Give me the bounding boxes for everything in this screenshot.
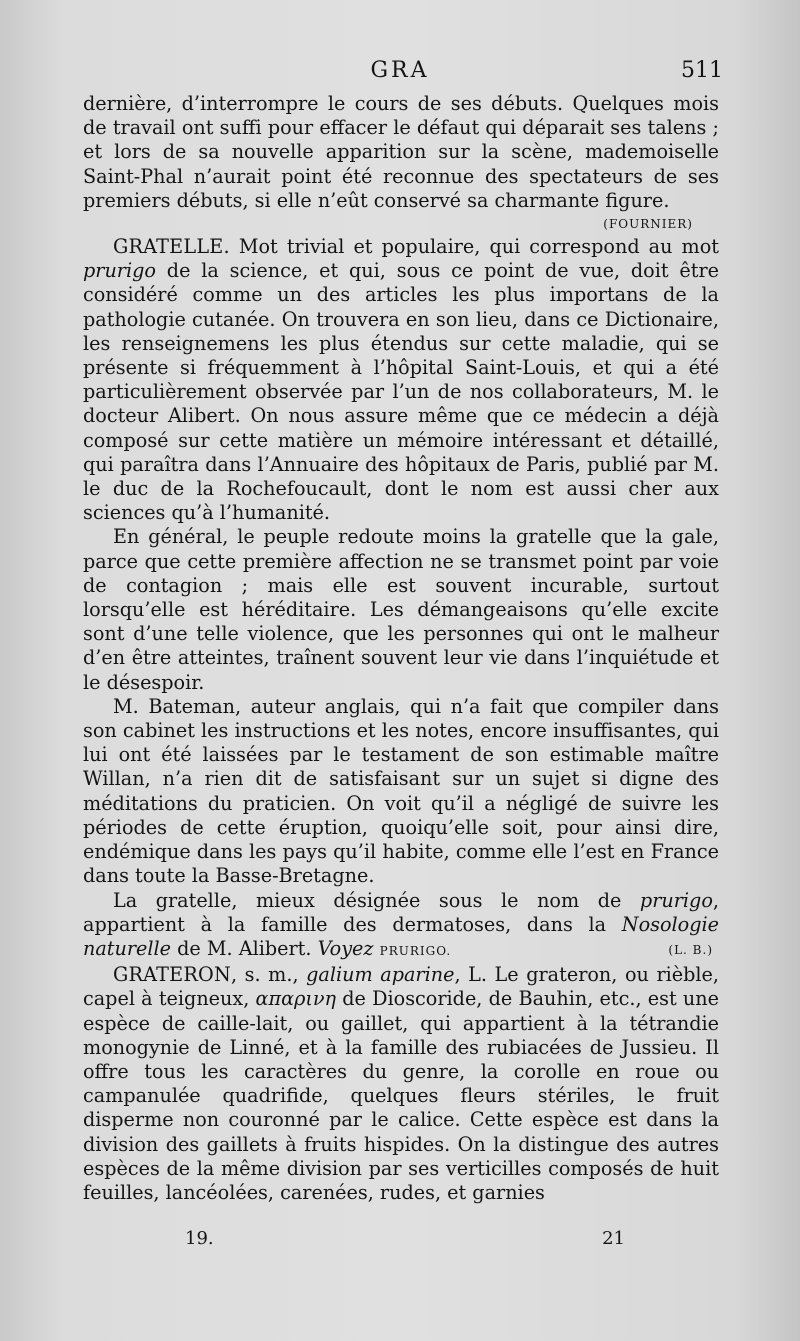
paragraph-text: La gratelle, mieux désignée sous le nom de	[113, 888, 640, 912]
page-body	[83, 92, 719, 1205]
entry-text: , L. Le grateron, ou rièble, capel à teigneux,	[83, 963, 719, 1011]
signature-mark: 19.	[185, 1228, 214, 1249]
running-head: GRA	[370, 58, 430, 83]
entry-text: de Dioscoride, de Bauhin, etc., est une espèce de caille-lait, ou gaillet, qui appartient à la tétrandie monogynie de Linné, et à la famille des rubiacées de Jussieu. Il offre tous les caractères du genre, la corolle en roue ou campanulée quadrifide, quelques fleurs stériles, le fruit disperme non couronné par le calice. Cette espèce est dans la division des gaillets à fruits hispides. On la distingue des autres espèces de la même division par ses verticilles composés de huit feuilles, lancéolées, carenées, rudes, et garnies	[83, 987, 719, 1204]
headword-gratelle: GRATELLE.	[113, 235, 230, 259]
italic-latin-name: galium aparine	[306, 963, 455, 987]
cross-reference-prurigo: PRURIGO.	[379, 943, 452, 958]
page-header	[85, 58, 723, 92]
headword-grateron: GRATERON	[113, 963, 231, 987]
paragraph-text: dernière, d’interrompre le cours de ses débuts. Quelques mois de travail ont suffi pour effacer le défaut qui déparait ses talens ; et lors de sa nouvelle apparition sur la scène, mademoiselle Saint-Phal n’aurait point été reconnue des spectateurs de ses premiers débuts, si elle n’eût conservé sa charmante figure.	[83, 92, 719, 212]
entry-text: Mot trivial et populaire, qui correspond au mot	[229, 235, 719, 259]
paragraph-bateman	[83, 695, 719, 889]
paragraph-classification	[83, 889, 719, 964]
italic-term: prurigo	[83, 259, 156, 283]
entry-grateron	[83, 963, 719, 1205]
voyez-word: Voyez	[317, 936, 374, 960]
paragraph-general	[83, 525, 719, 694]
paragraph-text: de M. Alibert.	[171, 936, 318, 960]
page-footer	[185, 1228, 625, 1254]
paragraph-text: M. Bateman, auteur anglais, qui n’a fait que compiler dans son cabinet les instructions et les notes, encore insuffisantes, qui lui ont été laissées par le testament de son estimable maître Willan, n’a rien dit de satisfaisant sur un sujet si digne des méditations du praticien. On voit qu’il a négligé de suivre les périodes de cette éruption, quoiqu’elle soit, pour ainsi dire, endémique dans les pays qu’il habite, comme elle l’est en France dans toute la Basse-Bretagne.	[83, 694, 719, 888]
italic-title: Nosologie naturelle	[83, 912, 719, 960]
greek-name: απαρινη	[255, 987, 337, 1011]
paragraph-fournier-end	[83, 92, 719, 213]
gathering-number: 21	[602, 1228, 625, 1249]
entry-text: de la science, et qui, sous ce point de vue, doit être considéré comme un des articles les plus importans de la pathologie cutanée. On trouvera en son lieu, dans ce Dictionaire, les renseignemens les plus étendus sur cette maladie, qui se présente si fréquemment à l’hôpital Saint-Louis, et qui a été particulièrement observée par l’un de nos collaborateurs, M. le docteur Alibert. On nous assure même que ce médecin a déjà composé sur cette matière un mémoire intéressant et détaillé, qui paraîtra dans l’Annuaire des hôpitaux de Paris, publié par M. le duc de la Rochefoucault, dont le nom est aussi cher aux sciences qu’à l’humanité.	[83, 259, 719, 525]
page-number: 511	[681, 58, 723, 83]
entry-text: , s. m.,	[230, 963, 307, 987]
paragraph-text: , appartient à la famille des dermatoses, dans la	[83, 888, 719, 936]
paragraph-text: En général, le peuple redoute moins la gratelle que la gale, parce que cette première affection ne se transmet point par voie de contagion ; mais elle est souvent incurable, surtout lorsqu’elle est héréditaire. Les démangeaisons qu’elle excite sont d’une telle violence, que les personnes qui ont le malheur d’en être atteintes, traînent souvent leur vie dans l’inquiétude et le désespoir.	[83, 525, 719, 694]
author-signature-lb: (L. B.)	[668, 942, 713, 957]
italic-term: prurigo	[639, 888, 713, 912]
entry-gratelle	[83, 235, 719, 525]
author-signature-fournier: (FOURNIER)	[603, 217, 693, 232]
